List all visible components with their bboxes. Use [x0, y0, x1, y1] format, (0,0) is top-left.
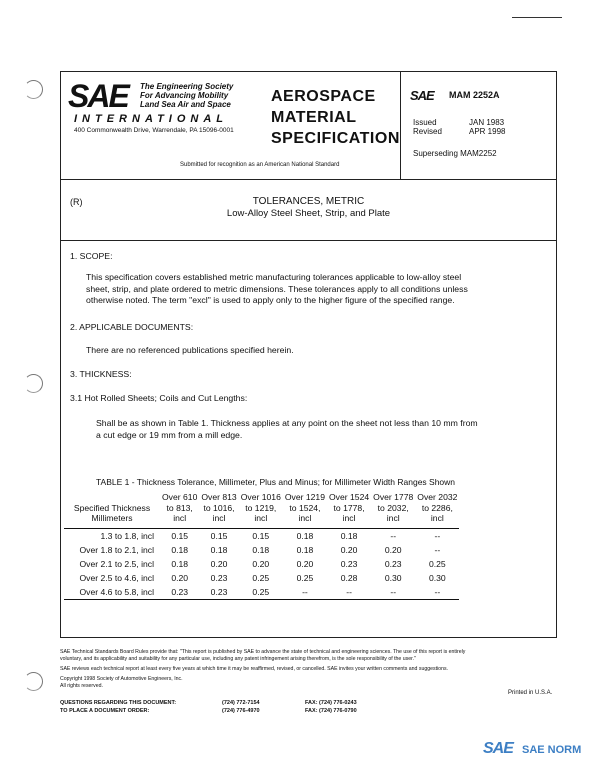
subject-subtitle: Low-Alloy Steel Sheet, Strip, and Plate — [226, 208, 391, 219]
header-cell: Over 1219 to 1524, incl — [283, 492, 327, 528]
society-tagline: The Engineering Society For Advancing Mobility Land Sea Air and Space — [140, 82, 234, 109]
table-cell: 0.18 — [252, 544, 270, 555]
questions-label: QUESTIONS REGARDING THIS DOCUMENT: — [60, 700, 177, 706]
punch-hole-icon — [24, 374, 43, 393]
superseding: Superseding MAM2252 — [413, 149, 497, 158]
table-cell: 0.28 — [340, 572, 358, 583]
order-phone: (724) 776-4970 — [222, 708, 260, 714]
table-cell: Over 2.1 to 2.5, incl — [79, 558, 154, 569]
revised-value: APR 1998 — [469, 127, 506, 136]
header-cell: Over 1524 to 1778, incl — [327, 492, 371, 528]
table-cell: 0.20 — [384, 544, 402, 555]
table-row — [64, 571, 459, 585]
policy-text: SAE Technical Standards Board Rules provide that: "This report is published by SAE to advance the state of technical and engineering sciences. The use of this report is entirely voluntary, and its applicability and suitability for any particular use, including any patent infringement arising therefrom, is the sole responsibility of the user." SAE reviews each technical report at least every five years at which time it may be reaffirmed, revised, or cancelled. SAE invites your written comments and suggestions. Copyright 1998 Society of Automotive Engineers, Inc. All rights reserved. — [60, 649, 466, 689]
table-cell: Over 1.8 to 2.1, incl — [79, 544, 154, 555]
table-row — [64, 585, 459, 600]
submitted-note: Submitted for recognition as an American National Standard — [180, 162, 340, 168]
table-cell: -- — [434, 544, 441, 555]
questions-phone: (724) 772-7154 — [222, 700, 260, 706]
punch-hole-icon — [24, 672, 43, 691]
table-cell: 0.20 — [340, 544, 358, 555]
divider — [400, 72, 401, 179]
header-cell: Over 2032 to 2286, incl — [415, 492, 459, 528]
header-cell: Over 610 to 813, incl — [160, 492, 199, 528]
table-cell: 0.23 — [340, 558, 358, 569]
table-header-row — [64, 492, 459, 528]
punch-hole-icon — [24, 80, 43, 99]
doc-number: MAM 2252A — [449, 90, 500, 100]
table-cell: 0.23 — [160, 585, 199, 600]
table-cell: 0.20 — [210, 558, 228, 569]
table-cell: 0.18 — [171, 544, 189, 555]
table-cell: 0.20 — [252, 558, 270, 569]
header-cell: Over 1016 to 1219, incl — [239, 492, 283, 528]
table-cell: Over 4.6 to 5.8, incl — [64, 585, 160, 600]
table-cell: 0.25 — [296, 572, 314, 583]
header-cell: Over 813 to 1016, incl — [199, 492, 238, 528]
table-row — [64, 528, 459, 543]
table-cell: 1.3 to 1.8, incl — [100, 530, 154, 541]
table-cell: 0.18 — [340, 530, 358, 541]
table-cell: -- — [283, 585, 327, 600]
section-thickness-heading: 3. THICKNESS: — [70, 369, 132, 379]
sae-mark: SAE — [410, 88, 434, 103]
table-cell: 0.20 — [296, 558, 314, 569]
table-cell: -- — [327, 585, 371, 600]
table-cell: 0.25 — [252, 572, 270, 583]
table-cell: 0.15 — [171, 530, 189, 541]
table-row — [64, 543, 459, 557]
table-cell: 0.18 — [296, 530, 314, 541]
order-label: TO PLACE A DOCUMENT ORDER: — [60, 708, 150, 714]
table-cell: 0.18 — [296, 544, 314, 555]
table-cell: 0.15 — [210, 530, 228, 541]
table-cell: -- — [371, 585, 415, 600]
printed-note: Printed in U.S.A. — [508, 690, 553, 696]
table-row — [64, 557, 459, 571]
section-documents-text: There are no referenced publications specified herein. — [86, 345, 294, 355]
divider — [61, 240, 556, 241]
sae-logo: SAE — [68, 78, 128, 114]
table-cell: 0.20 — [171, 572, 189, 583]
issued-label: Issued — [413, 118, 437, 127]
table-cell: 0.23 — [384, 558, 402, 569]
section-scope-text: This specification covers established metric manufacturing tolerances applicable to low-alloy steel sheet, strip, and plate ordered to metric dimensions. These tolerances apply to all conditions unless otherwise noted. The term "excl" is used to apply only to the higher figure of the specified range. — [86, 272, 468, 305]
watermark-logo: SAE — [483, 740, 513, 757]
revision-mark: (R) — [70, 197, 83, 207]
table-caption: TABLE 1 - Thickness Tolerance, Millimeter, Plus and Minus; for Millimeter Width Ranges Shown — [96, 477, 456, 487]
header-cell: Over 1778 to 2032, incl — [371, 492, 415, 528]
table-cell: 0.23 — [210, 572, 228, 583]
divider — [61, 179, 556, 180]
table-cell: -- — [415, 585, 459, 600]
international-label: INTERNATIONAL — [74, 113, 229, 125]
top-rule — [512, 17, 562, 18]
issued-value: JAN 1983 — [469, 118, 505, 127]
table-cell: 0.30 — [428, 572, 446, 583]
table-cell: 0.25 — [428, 558, 446, 569]
address: 400 Commonwealth Drive, Warrendale, PA 15096-0001 — [74, 127, 234, 134]
spec-title: AEROSPACE MATERIAL SPECIFICATION — [271, 88, 400, 147]
table-cell: 0.23 — [199, 585, 238, 600]
table-cell: -- — [434, 530, 441, 541]
table-cell: Over 2.5 to 4.6, incl — [79, 572, 154, 583]
table-cell: -- — [390, 530, 397, 541]
header-cell: Specified Thickness Millimeters — [64, 492, 160, 528]
section-documents-heading: 2. APPLICABLE DOCUMENTS: — [70, 322, 194, 332]
questions-fax: FAX: (724) 776-0243 — [305, 700, 357, 706]
watermark-text: SAE NORM — [522, 744, 582, 756]
table-cell: 0.18 — [171, 558, 189, 569]
table-cell: 0.18 — [210, 544, 228, 555]
table-cell: 0.15 — [252, 530, 270, 541]
section-3-1-heading: 3.1 Hot Rolled Sheets; Coils and Cut Lengths: — [70, 393, 248, 403]
subject-title: TOLERANCES, METRIC — [252, 196, 365, 207]
section-scope-heading: 1. SCOPE: — [70, 251, 113, 261]
table-cell: 0.30 — [384, 572, 402, 583]
order-fax: FAX: (724) 776-0790 — [305, 708, 357, 714]
table-cell: 0.25 — [239, 585, 283, 600]
revised-label: Revised — [413, 127, 442, 136]
thickness-table — [64, 492, 459, 600]
section-3-1-text: Shall be as shown in Table 1. Thickness applies at any point on the sheet not less than 10 mm from a cut edge or 19 mm from a mill edge. — [96, 418, 478, 440]
